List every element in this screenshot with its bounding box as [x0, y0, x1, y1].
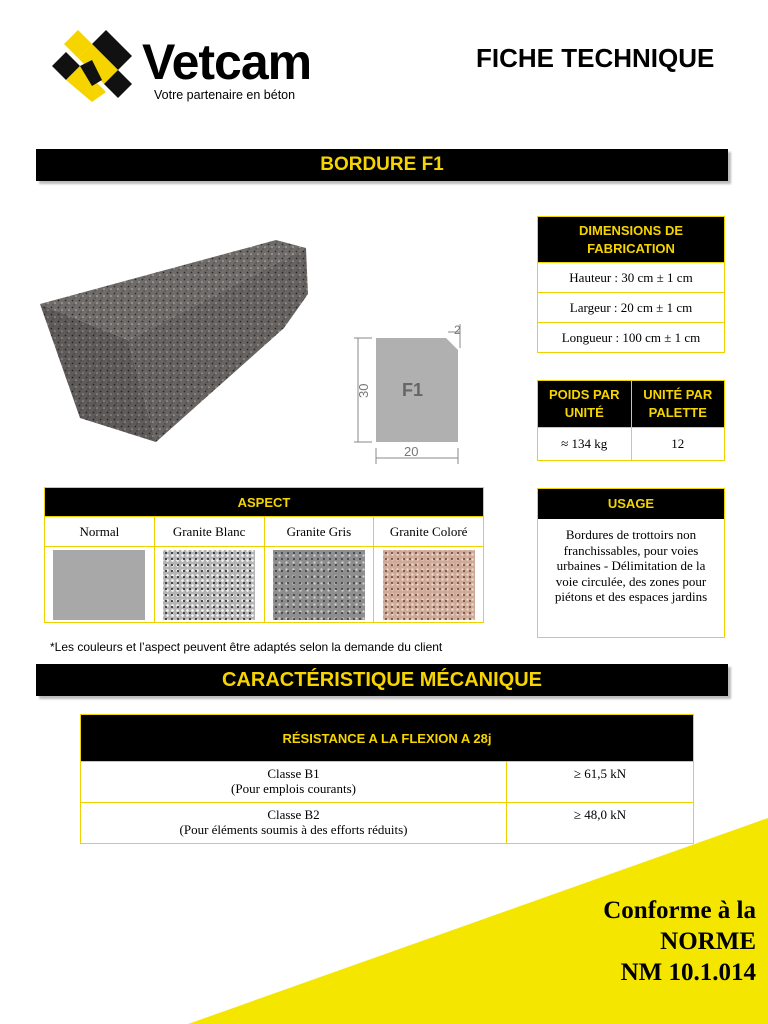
usage-text: Bordures de trottoirs non franchissables, pour voies urbaines - Délimitation de la voie circulée, des zones pour piétons et des espaces jardins [554, 527, 708, 604]
drawing-height: 30 [356, 383, 371, 398]
aspect-option: Normal [45, 517, 155, 547]
aspect-swatch-cell [264, 547, 374, 623]
class-name: Classe B2 [267, 807, 320, 822]
swatch-normal [53, 550, 145, 620]
usage-box [537, 488, 725, 638]
dimension-row: Hauteur : 30 cm ± 1 cm [538, 263, 725, 293]
weight-table [537, 380, 725, 461]
aspect-option: Granite Coloré [374, 517, 484, 547]
dimensions-table [537, 216, 725, 353]
class-desc: (Pour emplois courants) [231, 781, 356, 796]
table-row [81, 762, 694, 803]
drawing-label: F1 [402, 380, 424, 400]
drawing-chamfer: 2 [454, 323, 461, 337]
class-desc: (Pour éléments soumis à des efforts réduits) [179, 822, 408, 837]
swatch-granite-blanc [163, 550, 255, 620]
drawing-width: 20 [404, 444, 419, 459]
brand-tagline: Votre partenaire en béton [154, 88, 296, 102]
curb-product-image [36, 236, 336, 452]
weight-header: POIDS PAR UNITÉ [538, 381, 632, 428]
swatch-granite-gris [273, 550, 365, 620]
norme-line: Conforme à la [603, 897, 756, 924]
pallet-value: 12 [631, 428, 725, 461]
class-name: Classe B1 [267, 766, 320, 781]
dimension-row: Longueur : 100 cm ± 1 cm [538, 323, 725, 353]
usage-header: USAGE [538, 489, 724, 519]
vetcam-logo-icon [52, 30, 132, 102]
class-cell [81, 762, 507, 803]
pallet-header: UNITÉ PAR PALETTE [631, 381, 725, 428]
swatch-granite-colore [383, 550, 475, 620]
norme-statement [603, 895, 756, 988]
mechanical-title-bar: CARACTÉRISTIQUE MÉCANIQUE [36, 664, 728, 696]
dimensions-header: DIMENSIONS DE FABRICATION [538, 217, 725, 263]
class-value: ≥ 61,5 kN [507, 762, 694, 803]
table-row [81, 803, 694, 844]
footnote: *Les couleurs et l’aspect peuvent être adaptés selon la demande du client [50, 640, 443, 654]
aspect-swatch-cell [45, 547, 155, 623]
resistance-header: RÉSISTANCE A LA FLEXION A 28j [81, 715, 694, 762]
weight-value: ≈ 134 kg [538, 428, 632, 461]
cross-section-drawing [350, 318, 470, 466]
dimension-row: Largeur : 20 cm ± 1 cm [538, 293, 725, 323]
aspect-table [44, 487, 484, 623]
aspect-swatch-cell [154, 547, 264, 623]
product-title-bar: BORDURE F1 [36, 149, 728, 181]
aspect-option: Granite Blanc [154, 517, 264, 547]
aspect-swatch-cell [374, 547, 484, 623]
norme-line: NORME [660, 928, 756, 955]
aspect-option: Granite Gris [264, 517, 374, 547]
class-value: ≥ 48,0 kN [507, 803, 694, 844]
norme-line: NM 10.1.014 [620, 959, 756, 986]
brand-name: Vetcam [142, 34, 312, 90]
resistance-table [80, 714, 694, 844]
aspect-header: ASPECT [45, 488, 484, 517]
document-title: FICHE TECHNIQUE [476, 43, 715, 73]
class-cell [81, 803, 507, 844]
